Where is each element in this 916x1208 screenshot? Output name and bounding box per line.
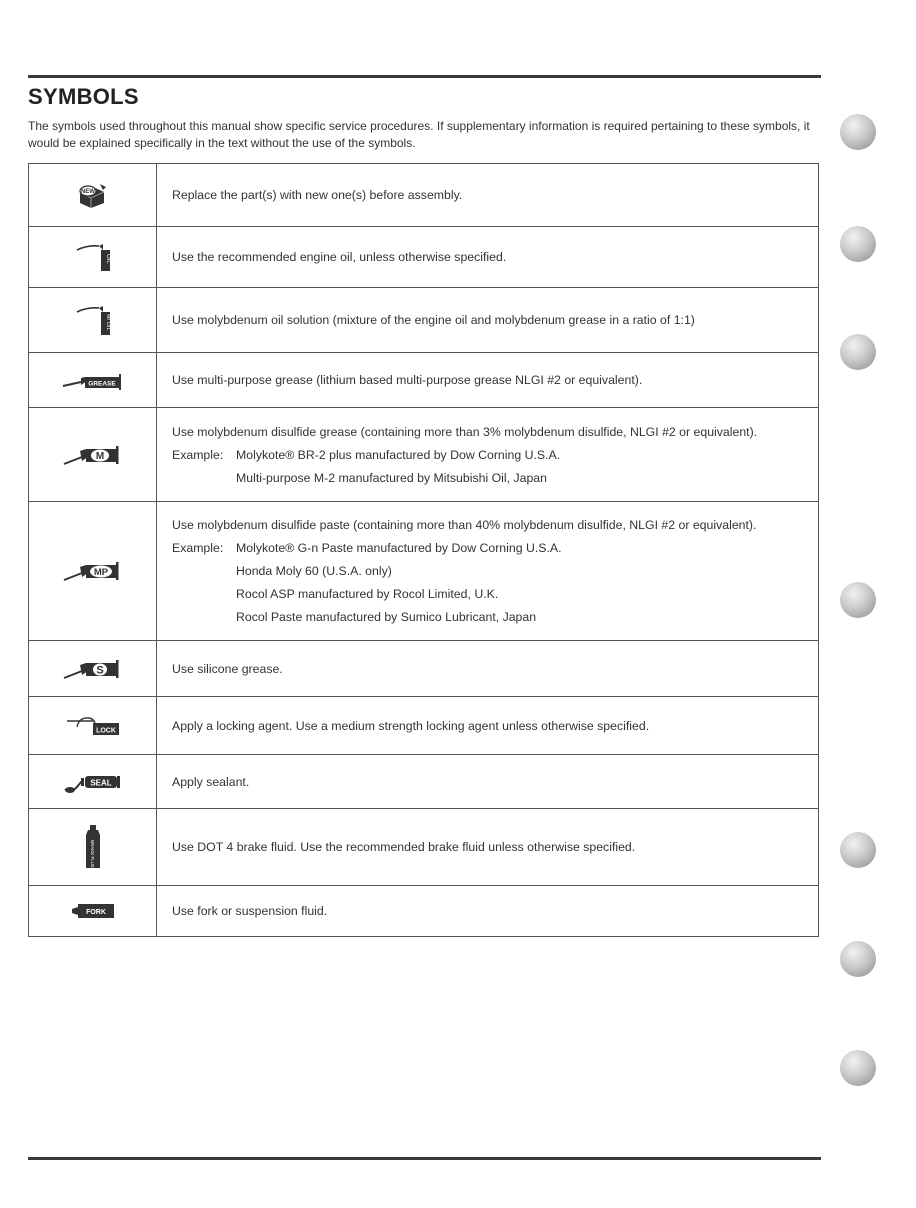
table-row (29, 408, 819, 502)
table-row (29, 288, 819, 353)
table-row (29, 697, 819, 755)
symbol-description: Replace the part(s) with new one(s) before assembly. (172, 188, 463, 202)
svg-text:SEAL: SEAL (89, 778, 112, 787)
svg-text:FORK: FORK (85, 909, 106, 916)
section-tab[interactable] (840, 334, 876, 370)
symbol-description: Use molybdenum disulfide grease (containing more than 3% molybdenum disulfide, NLGI #2 or equivalent). (172, 424, 758, 439)
example-label: Example: (172, 541, 224, 555)
svg-text:M/ OIL: M/ OIL (104, 314, 111, 331)
new-parts-icon (76, 181, 110, 209)
bottom-rule (28, 1157, 821, 1160)
section-tab[interactable] (840, 832, 876, 868)
svg-text:S: S (95, 664, 104, 676)
svg-text:OIL: OIL (104, 254, 111, 264)
silicone-grease-icon (62, 657, 124, 681)
table-row (29, 886, 819, 937)
locking-agent-icon (63, 715, 123, 737)
table-row (29, 353, 819, 408)
fork-fluid-icon (70, 901, 116, 921)
symbol-description: Use fork or suspension fluid. (172, 904, 328, 918)
engine-oil-icon (73, 242, 113, 272)
symbol-description: Use molybdenum oil solution (mixture of the engine oil and molybdenum grease in a ratio of 1:1) (172, 313, 695, 327)
example-text: Molykote® BR-2 plus manufactured by Dow Corning U.S.A. (236, 447, 561, 462)
example-line (172, 447, 804, 463)
top-rule (28, 75, 821, 78)
moly-oil-icon (73, 304, 113, 336)
intro-paragraph: The symbols used throughout this manual show specific service procedures. If supplementary information is required pertaining to these symbols, it would be explained specifically in the text without the use of the symbols. (28, 119, 810, 150)
example-line (172, 540, 804, 556)
example-text: Honda Moly 60 (U.S.A. only) (236, 564, 392, 578)
moly-grease-icon (62, 443, 124, 467)
svg-text:M: M (95, 450, 104, 462)
table-row (29, 227, 819, 288)
table-row (29, 164, 819, 227)
brake-fluid-icon (83, 824, 103, 870)
sealant-icon (62, 769, 124, 795)
svg-text:NEW: NEW (80, 189, 95, 195)
example-text: Rocol ASP manufactured by Rocol Limited, U.K. (236, 587, 499, 601)
symbol-description: Use molybdenum disulfide paste (containing more than 40% molybdenum disulfide, NLGI #2 or equivalent). (172, 518, 757, 532)
table-row (29, 809, 819, 886)
section-tab[interactable] (840, 582, 876, 618)
svg-text:MP: MP (93, 567, 108, 578)
svg-text:LOCK: LOCK (95, 727, 116, 734)
symbols-table (28, 163, 819, 937)
grease-icon (61, 369, 125, 391)
symbol-description: Apply a locking agent. Use a medium strength locking agent unless otherwise specified. (172, 718, 650, 733)
symbol-description: Use DOT 4 brake fluid. Use the recommended brake fluid unless otherwise specified. (172, 840, 636, 854)
section-tab[interactable] (840, 226, 876, 262)
symbol-description: Use multi-purpose grease (lithium based multi-purpose grease NLGI #2 or equivalent). (172, 373, 643, 387)
svg-text:BRAKE FLUID: BRAKE FLUID (89, 840, 95, 870)
section-tab[interactable] (840, 114, 876, 150)
example-text: Multi-purpose M-2 manufactured by Mitsubishi Oil, Japan (236, 470, 547, 485)
section-tab[interactable] (840, 1050, 876, 1086)
section-tab[interactable] (840, 941, 876, 977)
example-text: Rocol Paste manufactured by Sumico Lubricant, Japan (236, 610, 537, 624)
page-title: SYMBOLS (28, 84, 139, 109)
symbol-description: Apply sealant. (172, 774, 250, 789)
moly-paste-icon (62, 559, 124, 583)
symbol-description: Use the recommended engine oil, unless otherwise specified. (172, 250, 507, 264)
table-row (29, 755, 819, 809)
table-row (29, 641, 819, 697)
symbol-description: Use silicone grease. (172, 661, 283, 676)
svg-text:GREASE: GREASE (87, 380, 116, 388)
example-label: Example: (172, 447, 224, 462)
table-row (29, 502, 819, 641)
example-text: Molykote® G-n Paste manufactured by Dow Corning U.S.A. (236, 541, 562, 555)
